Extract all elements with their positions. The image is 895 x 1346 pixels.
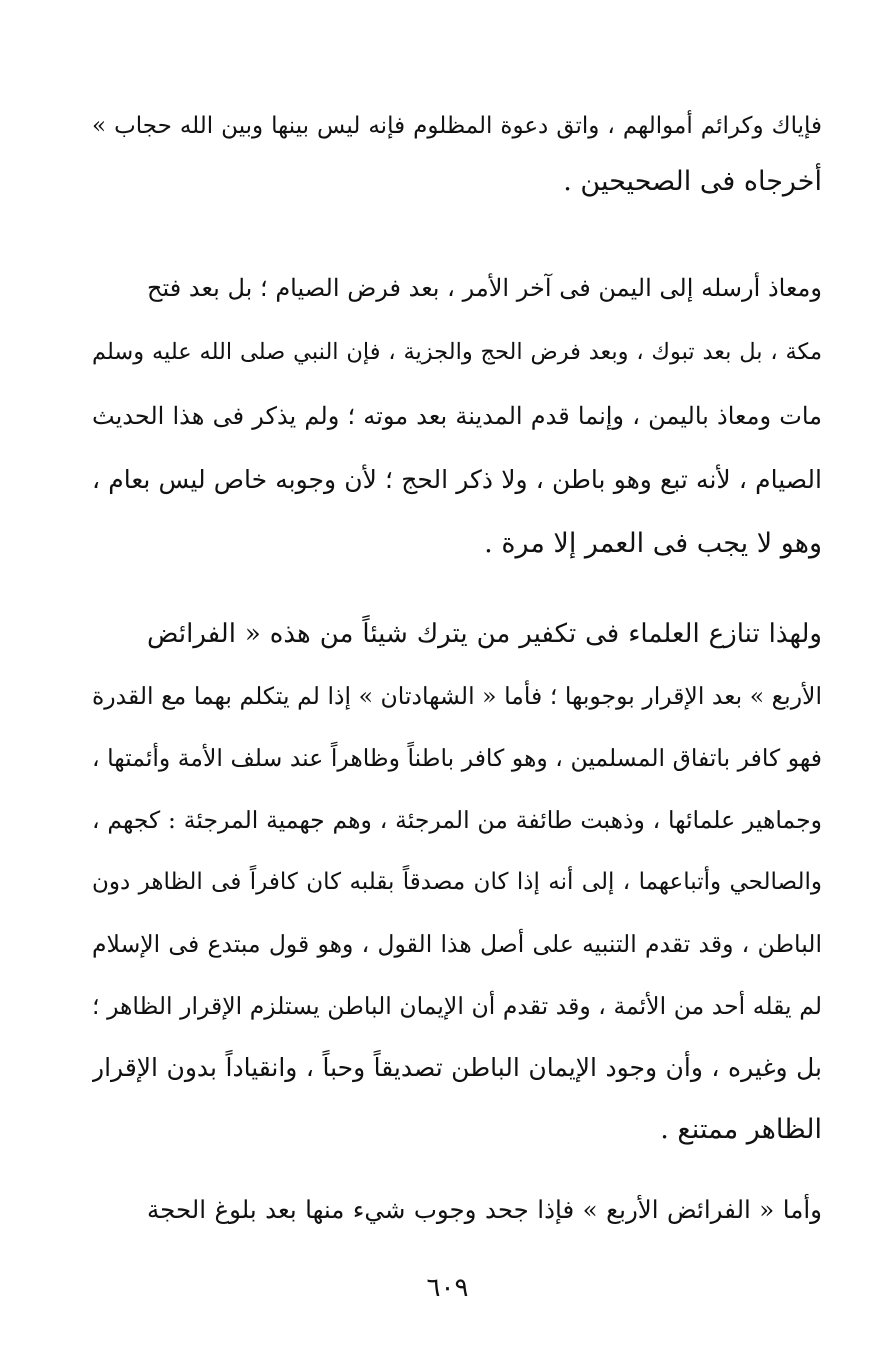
text-line: أخرجاه فى الصحيحين . [563, 166, 822, 197]
text-line: ولهذا تنازع العلماء فى تكفير من يترك شيئاً من هذه « الفرائض [147, 619, 822, 649]
text-line: والصالحي وأتباعهما ، إلى أنه إذا كان مصدقاً بقلبه كان كافراً فى الظاهر دون [92, 869, 822, 895]
text-line: وأما « الفرائض الأربع » فإذا جحد وجوب شيء منها بعد بلوغ الحجة [147, 1195, 822, 1224]
text-line: لم يقله أحد من الأئمة ، وقد تقدم أن الإيمان الباطن يستلزم الإقرار الظاهر ؛ [92, 992, 822, 1020]
text-line: ومعاذ أرسله إلى اليمن فى آخر الأمر ، بعد فرض الصيام ؛ بل بعد فتح [147, 274, 822, 302]
text-line: فإياك وكرائم أموالهم ، واتق دعوة المظلوم فإنه ليس بينها وبين الله حجاب » [92, 113, 822, 139]
text-line: مات ومعاذ باليمن ، وإنما قدم المدينة بعد موته ؛ ولم يذكر فى هذا الحديث [92, 402, 822, 430]
text-line: فهو كافر باتفاق المسلمين ، وهو كافر باطناً وظاهراً عند سلف الأمة وأئمتها ، [92, 744, 822, 772]
text-line: الصيام ، لأنه تبع وهو باطن ، ولا ذكر الحج ؛ لأن وجوبه خاص ليس بعام ، [92, 465, 822, 494]
text-line: الأربع » بعد الإقرار بوجوبها ؛ فأما « الشهادتان » إذا لم يتكلم بهما مع القدرة [92, 682, 822, 710]
text-line: مكة ، بل بعد تبوك ، وبعد فرض الحج والجزية ، فإن النبي صلى الله عليه وسلم [92, 339, 822, 365]
text-line: بل وغيره ، وأن وجود الإيمان الباطن تصديقاً وحباً ، وانقياداً بدون الإقرار [92, 1053, 822, 1082]
page-number: ٦٠٩ [426, 1273, 469, 1303]
text-line: الظاهر ممتنع . [660, 1114, 822, 1145]
text-line: وهو لا يجب فى العمر إلا مرة . [484, 528, 822, 559]
text-line: وجماهير علمائها ، وذهبت طائفة من المرجئة ، وهم جهمية المرجئة : كجهم ، [92, 806, 822, 834]
text-line: الباطن ، وقد تقدم التنبيه على أصل هذا القول ، وهو قول مبتدع فى الإسلام [92, 930, 822, 958]
